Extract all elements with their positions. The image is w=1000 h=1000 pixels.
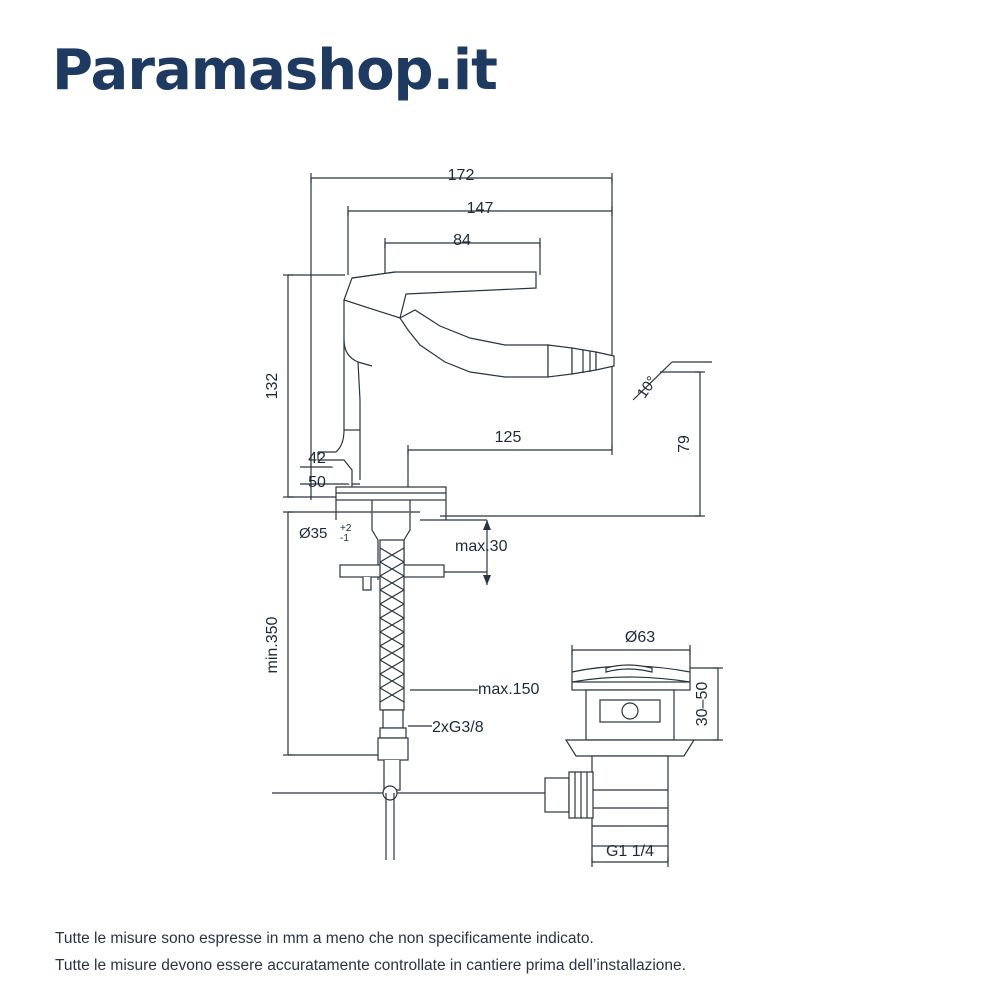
dim-label-hole-diameter: Ø35 (299, 525, 328, 542)
dim-label-max150: max.150 (478, 681, 540, 698)
dim-label-147: 147 (466, 200, 494, 217)
dim-label-84: 84 (453, 232, 471, 249)
dim-label-flange-diameter: Ø63 (624, 629, 656, 646)
footnote-measurements-unit: Tutte le misure sono espresse in mm a meno che non specificamente indicato. (55, 930, 594, 947)
dim-label-angle: 10° (633, 373, 661, 402)
dim-label-hole-tol-minus: -1 (340, 533, 349, 544)
site-logo: Paramashop.it (52, 38, 497, 103)
footnote-measurements-check: Tutte le misure devono essere accuratamente controllate in cantiere prima dell’installazione. (55, 957, 686, 974)
dim-label-waste-thread: G1 1/4 (605, 843, 655, 860)
dim-label-hole-tol-plus: +2 (340, 523, 352, 534)
dim-label-50: 50 (308, 474, 326, 491)
dim-label-172: 172 (447, 167, 475, 184)
dim-label-max30: max.30 (455, 538, 508, 555)
dim-label-132: 132 (264, 372, 281, 400)
dim-label-125: 125 (494, 429, 522, 446)
dim-label-connections: 2xG3/8 (432, 719, 484, 736)
dim-label-waste-height: 30–50 (694, 681, 711, 727)
dim-label-min350: min.350 (264, 616, 281, 674)
dim-label-42: 42 (308, 450, 326, 467)
dim-label-79: 79 (676, 435, 693, 453)
